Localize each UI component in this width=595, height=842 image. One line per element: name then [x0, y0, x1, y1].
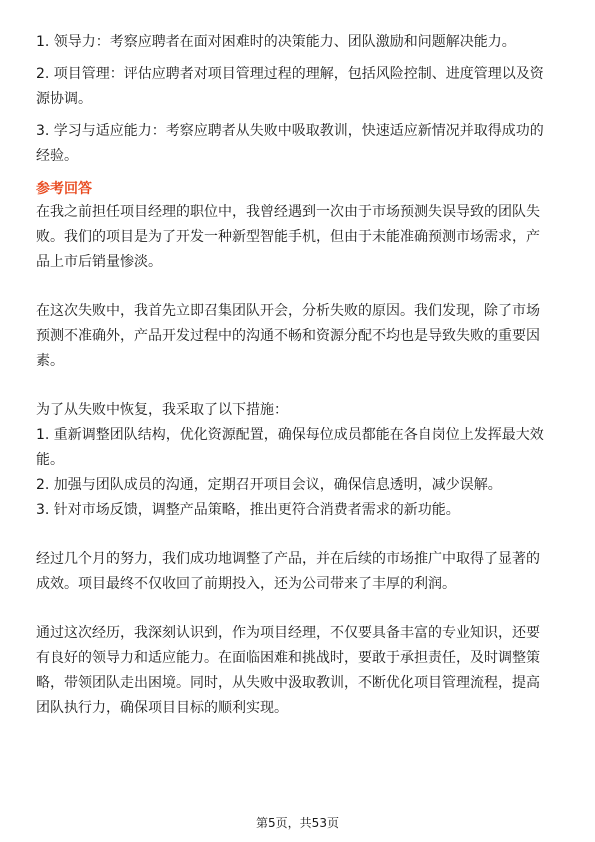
paragraph-line: 在这次失败中，我首先立即召集团队开会，分析失败的原因。我们发现，除了市场 — [36, 303, 540, 319]
page-content — [36, 30, 558, 721]
answer-heading: 参考回答 — [36, 181, 92, 197]
measure-line: 3. 针对市场反馈，调整产品策略，推出更符合消费者需求的新功能。 — [36, 502, 460, 518]
page-number: 第5页，共53页 — [256, 816, 339, 830]
paragraph-line: 品上市后销量惨淡。 — [36, 254, 162, 270]
answer-paragraph-3 — [36, 398, 558, 523]
paragraph-line: 有良好的领导力和适应能力。在面临困难和挑战时，要敢于承担责任，及时调整策 — [36, 650, 540, 666]
paragraph-line: 经过几个月的努力，我们成功地调整了产品，并在后续的市场推广中取得了显著的 — [36, 551, 540, 567]
paragraph-line: 团队执行力，确保项目目标的顺利实现。 — [36, 700, 288, 716]
criteria-item-project-management — [36, 62, 558, 112]
criteria-line: 2. 项目管理：评估应聘者对项目管理过程的理解，包括风险控制、进度管理以及资 — [36, 66, 544, 82]
answer-paragraph-4 — [36, 547, 558, 597]
measure-line: 1. 重新调整团队结构，优化资源配置，确保每位成员都能在各自岗位上发挥最大效 — [36, 427, 544, 443]
criteria-line: 经验。 — [36, 148, 78, 164]
criteria-item-leadership — [36, 30, 558, 55]
paragraph-line: 败。我们的项目是为了开发一种新型智能手机，但由于未能准确预测市场需求，产 — [36, 229, 540, 245]
criteria-list — [36, 30, 558, 169]
answer-paragraph-5 — [36, 621, 558, 721]
criteria-line: 1. 领导力：考察应聘者在面对困难时的决策能力、团队激励和问题解决能力。 — [36, 34, 516, 50]
answer-paragraph-1 — [36, 200, 558, 275]
answer-paragraph-2 — [36, 299, 558, 374]
criteria-line: 源协调。 — [36, 91, 92, 107]
paragraph-line: 略，带领团队走出困境。同时，从失败中汲取教训，不断优化项目管理流程，提高 — [36, 675, 540, 691]
paragraph-line: 预测不准确外，产品开发过程中的沟通不畅和资源分配不均也是导致失败的重要因 — [36, 328, 540, 344]
paragraph-line: 通过这次经历，我深刻认识到，作为项目经理，不仅要具备丰富的专业知识，还要 — [36, 625, 540, 641]
criteria-line: 3. 学习与适应能力：考察应聘者从失败中吸取教训，快速适应新情况并取得成功的 — [36, 123, 544, 139]
paragraph-line: 素。 — [36, 353, 64, 369]
paragraph-line: 为了从失败中恢复，我采取了以下措施： — [36, 402, 288, 418]
criteria-item-learning-adaptability — [36, 119, 558, 169]
measure-line: 能。 — [36, 452, 64, 468]
measure-line: 2. 加强与团队成员的沟通，定期召开项目会议，确保信息透明，减少误解。 — [36, 477, 502, 493]
paragraph-line: 在我之前担任项目经理的职位中，我曾经遇到一次由于市场预测失误导致的团队失 — [36, 204, 540, 220]
paragraph-line: 成效。项目最终不仅收回了前期投入，还为公司带来了丰厚的利润。 — [36, 576, 456, 592]
